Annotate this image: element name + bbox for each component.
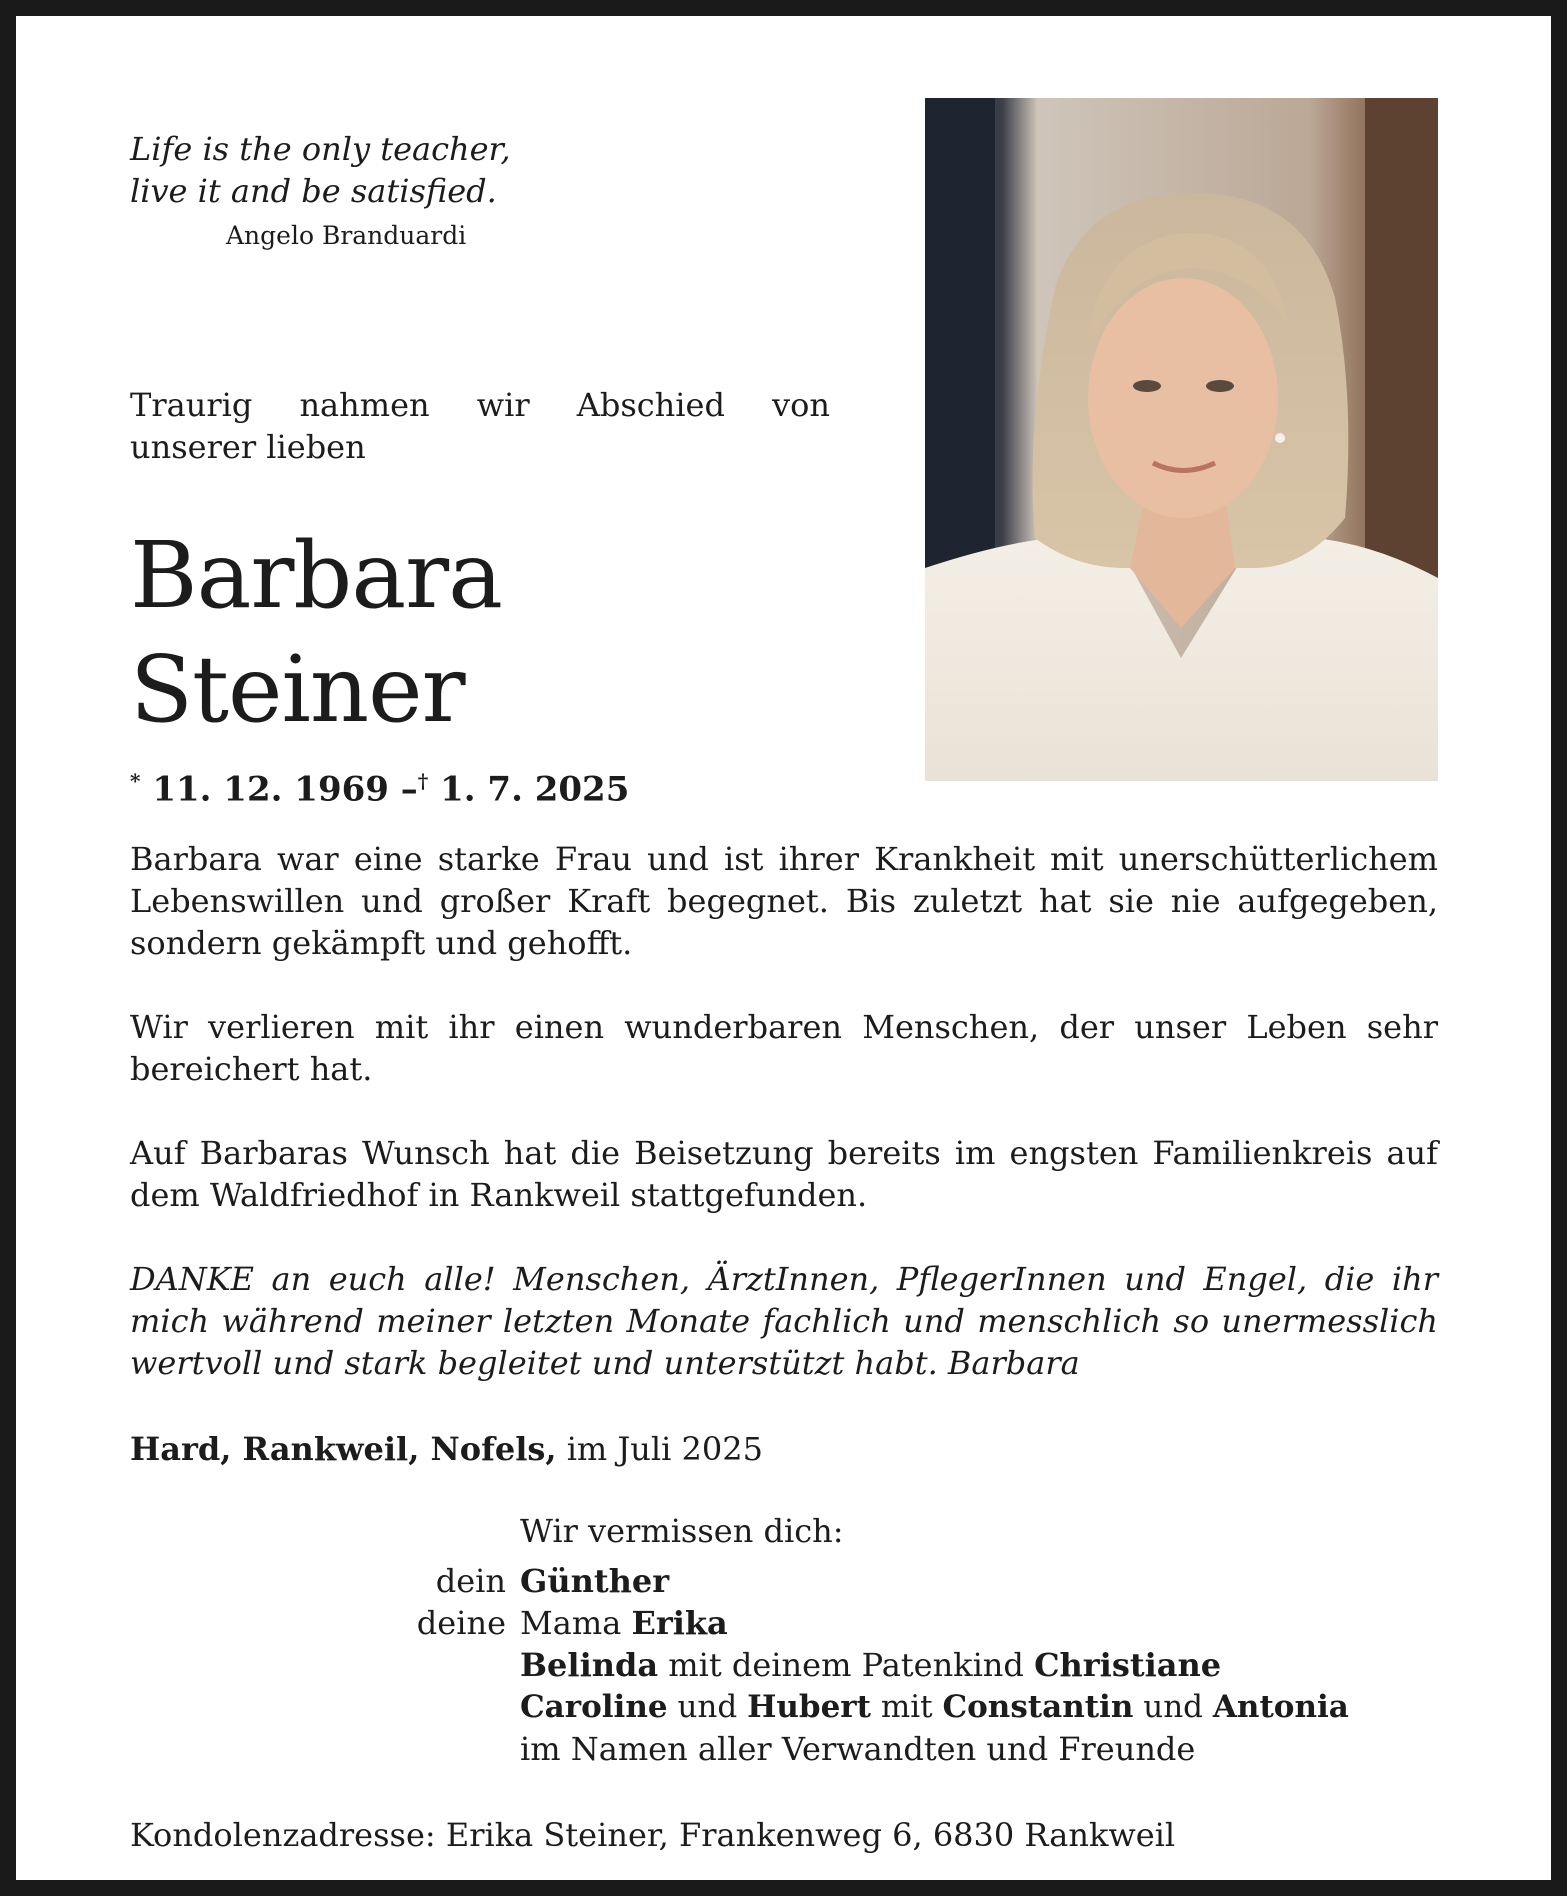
life-dates [130,757,629,813]
quote-author: Angelo Branduardi [226,221,467,250]
first-name: Barbara [130,522,503,629]
paragraph-3: Auf Barbaras Wunsch hat die Beisetzung bereits im engsten Familienkreis auf dem Waldfriedhof in Rankweil stattgefunden. [130,1134,1438,1214]
paragraph-1: Barbara war eine starke Frau und ist ihrer Krankheit mit unerschütterlichem Lebenswillen und großer Kraft begegnet. Bis zuletzt hat sie nie aufgegeben, sondern gekämpft und gehofft. [130,840,1438,962]
family-name: Belinda [520,1646,659,1684]
intro-word: Traurig [130,386,253,424]
death-symbol: † [417,769,429,793]
family-text: und [667,1689,748,1725]
last-name: Steiner [130,636,465,743]
intro-line-1 [130,384,830,426]
family-closing: im Namen aller Verwandten und Freunde [520,1730,1196,1768]
intro-text [130,384,830,468]
family-text: mit deinem Patenkind [658,1646,1035,1684]
family-name: Antonia [1212,1689,1349,1725]
family-name: Christiane [1034,1646,1222,1684]
family-row [130,1602,1460,1644]
death-date: 1. 7. 2025 [440,769,630,810]
places: Hard, Rankweil, Nofels, [130,1430,557,1468]
family-text: und [1133,1689,1213,1725]
notice-date: im Juli 2025 [556,1430,763,1468]
quote-line-1: Life is the only teacher, [130,130,511,168]
birth-date: 11. 12. 1969 [152,769,389,810]
condolence-address: Kondolenzadresse: Erika Steiner, Frankenweg 6, 6830 Rankweil [130,1816,1176,1854]
family-name: Günther [520,1562,670,1600]
quote-block [130,128,550,256]
portrait-photo [925,98,1438,781]
deceased-name [130,519,502,747]
family-row [130,1728,1460,1770]
family-name: Caroline [520,1689,668,1725]
intro-word: wir [476,386,530,424]
intro-line-2: unserer lieben [130,428,366,466]
birth-symbol: * [130,769,141,793]
family-row [130,1644,1460,1686]
family-heading: Wir vermissen dich: [520,1512,844,1550]
relation-label: dein [435,1562,506,1600]
intro-word: von [772,386,830,424]
paragraph-2: Wir verlieren mit ihr einen wunderbaren Menschen, der unser Leben sehr bereichert hat. [130,1008,1438,1088]
family-name: Hubert [747,1689,871,1725]
family-row [130,1686,1460,1728]
family-text: Mama [520,1604,632,1642]
intro-word: Abschied [576,386,725,424]
family-name: Constantin [942,1689,1134,1725]
thanks-paragraph: DANKE an euch alle! Menschen, ÄrztInnen, PflegerInnen und Engel, die ihr mich während meiner letzten Monate fachlich und menschlich so unermesslich wertvoll und stark begleitet und unterstützt habt. Barbara [130,1260,1438,1382]
family-text: mit [870,1689,943,1725]
family-row [130,1560,1460,1602]
quote-line-2: live it and be satisfied. [130,172,497,210]
obituary-body [130,838,1438,1426]
portrait-illustration [925,98,1438,781]
family-name: Erika [631,1604,728,1642]
date-separator: – [400,769,418,810]
family-signature [130,1510,1460,1770]
relation-label: deine [416,1604,506,1642]
family-heading-row [130,1510,1460,1552]
place-and-date [130,1428,763,1470]
intro-word: nahmen [299,386,430,424]
